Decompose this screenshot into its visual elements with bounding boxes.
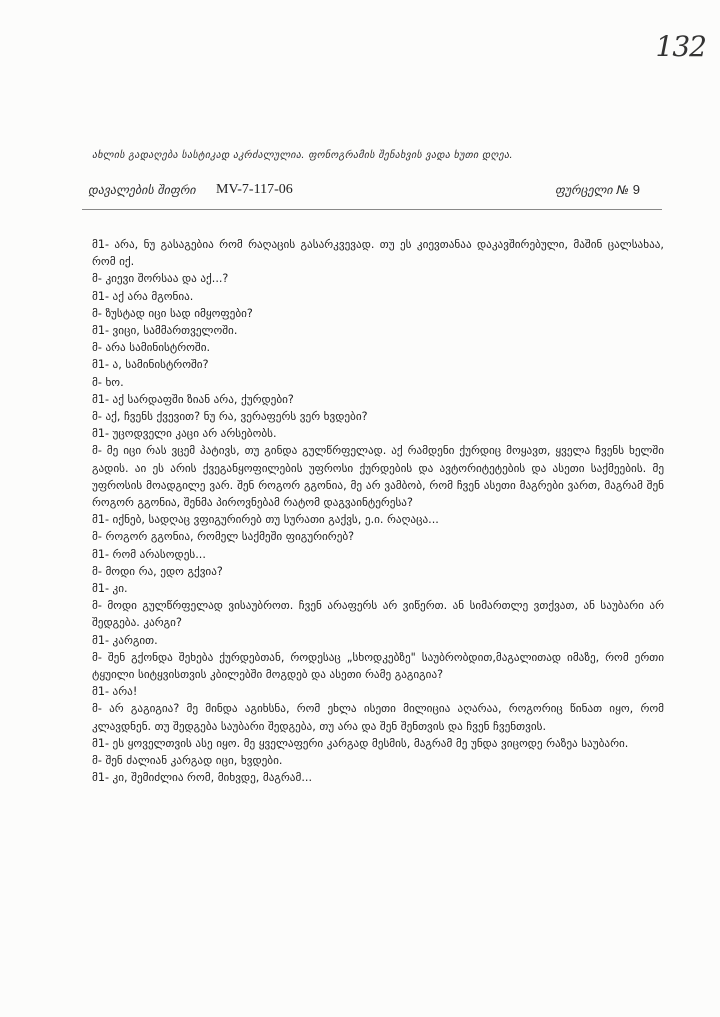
transcript-line: მ1- აქ არა მგონია. (92, 289, 194, 303)
sheet-number-value: 9 (632, 182, 640, 197)
sheet-label: ფურცელი № (554, 183, 629, 197)
transcript-line: მ- მე იცი რას ვცემ პატივს, თუ გინდა გულწრფელად. აქ რამდენი ქურდიც მოყავთ, ყველა ჩვენს ხელში გადის. აი ეს არის ქვეგანყოფილების უფროსი ქურდების და ავტორიტეტების და ასეთი საქმეების. მე უფროსის მოადგილე ვარ. შენ როგორ გგონია, მე არ ვამბობ, რომ ჩვენ ასეთი მაგრები ვართ, მაგრამ შენ როგორ გგონია, შენმა პიროვნებამ რატომ დაგვაინტერესა? (92, 444, 664, 510)
transcript-line: მ- მოდი რა, ედო გქვია? (92, 564, 223, 578)
transcript-line: მ1- რომ არასოდეს... (92, 547, 206, 561)
transcript-line: მ- არ გაგიგია? მე მინდა აგიხსნა, რომ ეხლა ისეთი მილიცია აღარაა, როგორიც წინათ იყო, რომ კლავდნენ. თუ შედგება საუბარი შედგება, თუ არა და შენ შენთვის და ჩვენ ჩვენთვის. (92, 702, 664, 733)
transcript-line: მ- ზუსტად იცი სად იმყოფები? (92, 306, 253, 320)
transcript-line: მ1- უცოდველი კაცი არ არსებობს. (92, 427, 277, 441)
transcript-line: მ- აქ, ჩვენს ქვევით? ნუ რა, ვერაფერს ვერ ხვდები? (92, 410, 368, 424)
page-number: 132 (655, 30, 706, 63)
task-code-label: დავალების შიფრი (88, 183, 196, 197)
transcript-line: მ1- იქნებ, სადღაც ვფიგურირებ თუ სურათი გაქვს, ე.ი. რაღაცა... (92, 513, 439, 527)
transcript-line: მ- ხო. (92, 375, 124, 389)
transcript-line: მ1- აქ სარდაფში ზიან არა, ქურდები? (92, 392, 294, 406)
header-divider (82, 209, 662, 210)
transcript-line: მ- არა სამინისტროში. (92, 341, 211, 355)
transcript-line: მ1- კარგით. (92, 633, 158, 647)
handwritten-note: ახლის გადაღება სასტიკად აკრძალულია. ფონოგრამის შენახვის ვადა ხუთი დღეა. (92, 150, 513, 161)
transcript-line: მ1- კი. (92, 582, 128, 596)
task-code: MV-7-117-06 (216, 182, 293, 197)
sheet-number (555, 182, 640, 197)
transcript-line: მ- კიევი შორსაა და აქ...? (92, 272, 229, 286)
transcript-line: მ1- არა! (92, 685, 138, 699)
transcript-line: მ1- კი, შემიძლია რომ, მიხვდე, მაგრამ... (92, 771, 312, 785)
transcript-line: მ- შენ გქონდა შეხება ქურდებთან, როდესაც „სხოდკებზე" საუბრობდით,მაგალითად იმაზე, რომ ერთი ტყუილი სიტყვისთვის კბილებში მოგდებ და ასეთი რამე გაგიგია? (92, 650, 664, 682)
transcript-line: მ1- ვიცი, სამმართველოში. (92, 324, 238, 338)
transcript-line: მ- მოდი გულწრფელად ვისაუბროთ. ჩვენ არაფერს არ ვიწერთ. ან სიმართლე ვთქვათ, ან საუბარი არ შედგება. კარგი? (92, 599, 664, 630)
transcript-line: მ1- არა, ნუ გასაგებია რომ რაღაცის გასარკვევად. თუ ეს კიევთანაა დაკავშირებული, მაშინ ცალსახაა, რომ იქ. (92, 238, 664, 269)
transcript-line: მ1- ეს ყოველთვის ასე იყო. მე ყველაფერი კარგად მესმის, მაგრამ მე უნდა ვიცოდე რაზეა საუბარი. (92, 736, 629, 750)
transcript-body (92, 236, 664, 787)
document-header (88, 183, 648, 205)
transcript-line: მ- შენ ძალიან კარგად იცი, ხვდები. (92, 754, 283, 768)
transcript-line: მ- როგორ გგონია, რომელ საქმეში ფიგურირებ? (92, 530, 355, 544)
transcript-line: მ1- ა, სამინისტროში? (92, 358, 209, 372)
